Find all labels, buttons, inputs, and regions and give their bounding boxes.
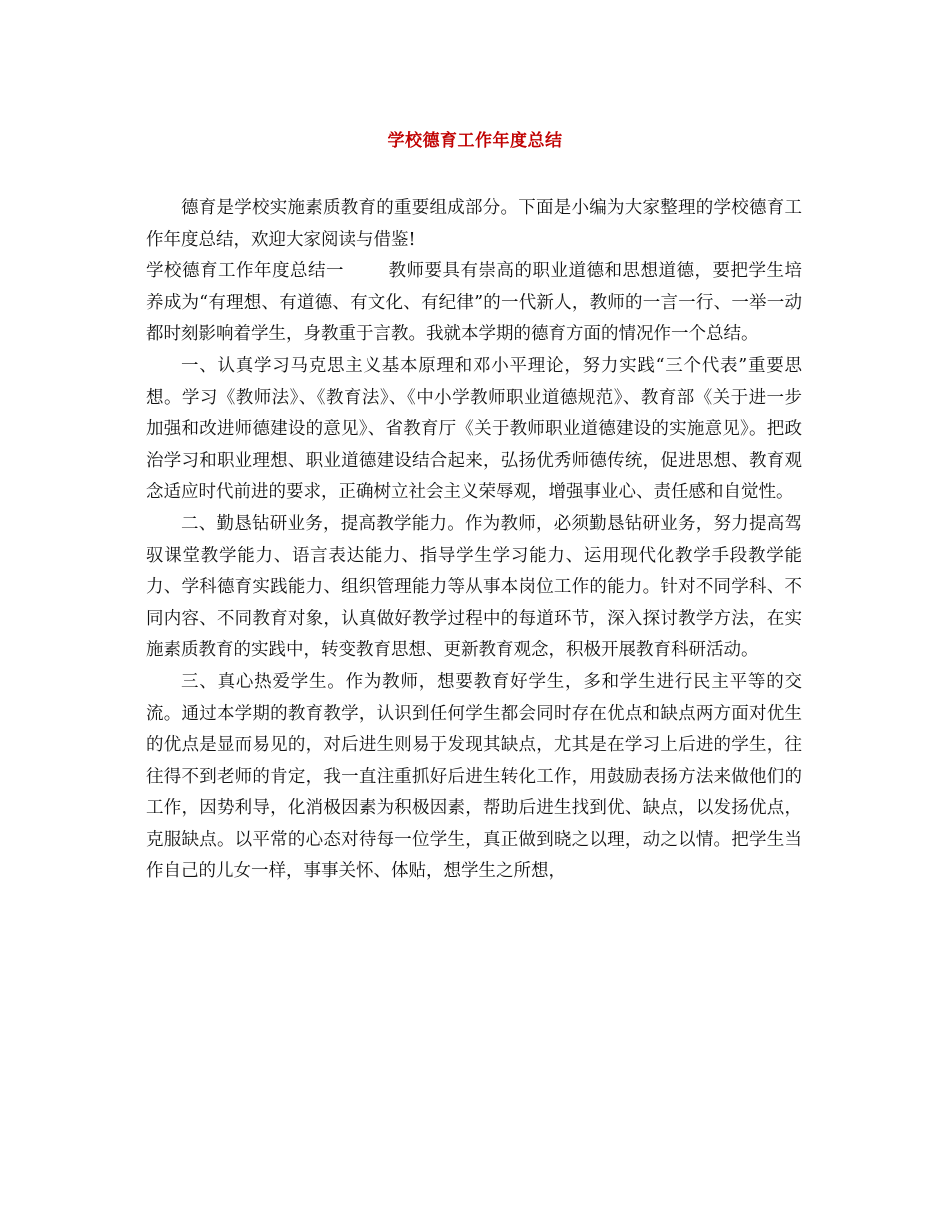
page-title: 学校德育工作年度总结 — [387, 131, 563, 151]
point-2-paragraph: 二、勤恳钻研业务，提高教学能力。作为教师，必须勤恳钻研业务，努力提高驾驭课堂教学能力、语言表达能力、指导学生学习能力、运用现代化教学手段教学能力、学科德育实践能力、组织管理能力等从事本岗位工作的能力。针对不同学科、不同内容、不同教育对象，认真做好教学过程中的每道环节，深入探讨教学方法，在实施素质教育的实践中，转变教育思想、更新教育观念，积极开展教育科研活动。 — [146, 513, 802, 661]
section-intro: 教师要具有崇高的职业道德和思想道德，要把学生培养成为“有理想、有道德、有文化、有纪律”的一代新人，教师的一言一行、一举一动都时刻影响着学生，身教重于言教。我就本学期的德育方面的情况作一个总结。 — [146, 261, 802, 345]
intro-paragraph: 德育是学校实施素质教育的重要组成部分。下面是小编为大家整理的学校德育工作年度总结，欢迎大家阅读与借鉴! — [146, 198, 802, 250]
section-heading: 学校德育工作年度总结一 — [146, 261, 344, 282]
point-1-paragraph: 一、认真学习马克思主义基本原理和邓小平理论，努力实践“三个代表”重要思想。学习《教师法》、《教育法》、《中小学教师职业道德规范》、教育部《关于进一步加强和改进师德建设的意见》、省教育厅《关于教师职业道德建设的实施意见》。把政治学习和职业理想、职业道德建设结合起来，弘扬优秀师德传统，促进思想、教育观念适应时代前进的要求，正确树立社会主义荣辱观，增强事业心、责任感和自觉性。 — [146, 355, 802, 503]
point-3-paragraph: 三、真心热爱学生。作为教师，想要教育好学生，多和学生进行民主平等的交流。通过本学期的教育教学，认识到任何学生都会同时存在优点和缺点两方面对优生的优点是显而易见的，对后进生则易于发现其缺点，尤其是在学习上后进的学生，往往得不到老师的肯定，我一直注重抓好后进生转化工作，用鼓励表扬方法来做他们的工作，因势利导，化消极因素为积极因素，帮助后进生找到优、缺点，以发扬优点，克服缺点。以平常的心态对待每一位学生，真正做到晓之以理，动之以情。把学生当作自己的儿女一样，事事关怀、体贴，想学生之所想， — [146, 671, 802, 882]
section-paragraph — [146, 256, 802, 351]
document-body — [146, 193, 802, 888]
